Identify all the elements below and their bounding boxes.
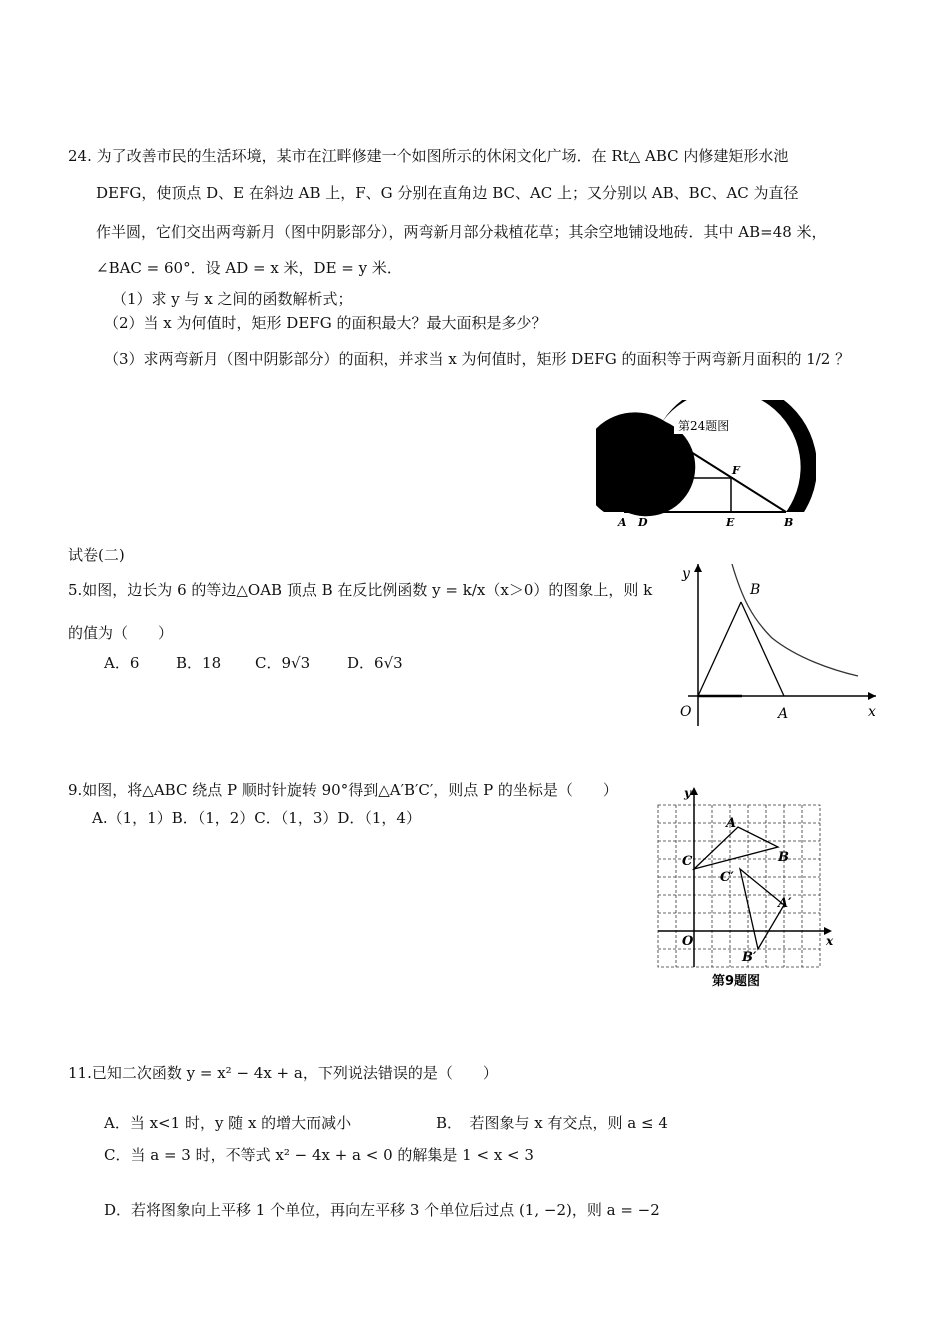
label-b: B [784,516,794,529]
q5-line2: 的值为（ ） [68,624,174,642]
q24-line4: ∠BAC = 60°．设 AD = x 米，DE = y 米． [96,259,402,277]
q11-option-a: A．当 x<1 时，y 随 x 的增大而减小 [104,1114,352,1132]
label-d: D [638,516,648,529]
label-b2-9: B′ [742,950,757,965]
label-o-9: O [682,934,694,949]
q24-line2: DEFG，使顶点 D、E 在斜边 AB 上，F、G 分别在直角边 BC、AC 上；又分别以 AB、BC、AC 为直径 [96,184,799,202]
label-y: y [682,566,690,582]
section-title: 试卷(二) [68,546,125,564]
q5-line1: 5.如图，边长为 6 的等边△OAB 顶点 B 在反比例函数 y = k/x（x＞0）的图象上，则 k [68,581,653,599]
label-a: A [618,516,627,529]
figure-9 [654,783,844,993]
label-a-5: A [778,706,789,722]
fig24-caption: 第24题图 [678,419,730,433]
q9-line1: 9.如图，将△ABC 绕点 P 顺时针旋转 90°得到△A′B′C′，则点 P 的坐标是（ ） [68,781,618,799]
label-f: F [732,464,740,477]
label-b-5: B [750,582,761,598]
q24-sub2: （2）当 x 为何值时，矩形 DEFG 的面积最大？最大面积是多少？ [104,314,547,332]
q5-option-d: D．6√3 [347,654,403,672]
label-g: G [634,466,644,479]
side-ob [698,602,741,696]
label-x: x [868,704,876,720]
label-e: E [726,516,735,529]
q11-option-b: B． 若图象与 x 有交点，则 a ≤ 4 [436,1114,668,1132]
figure-5 [672,558,882,730]
q11-option-c: C．当 a = 3 时，不等式 x² − 4x + a < 0 的解集是 1 < x < 3 [104,1146,534,1164]
side-ab-5 [741,602,784,696]
q9-options: A.（1，1）B．（1，2）C．（1，3）D．（1，4） [92,809,421,827]
fig9-caption: 第9题图 [712,974,761,989]
q24-sub3: （3）求两弯新月（图中阴影部分）的面积，并求当 x 为何值时，矩形 DEFG 的面积等于两弯新月面积的 1/2 ？ [104,350,851,368]
label-c-9: C [682,854,693,869]
hyperbola [732,564,858,676]
label-y-9: y [684,786,691,800]
q5-option-a: A．6 [104,654,140,672]
label-c2-9: C′ [720,870,734,885]
q5-option-c: C．9√3 [255,654,311,672]
label-a2-9: A′ [778,896,792,911]
triangle-abc [694,827,778,869]
label-o: O [680,704,692,720]
q24-line1: 24. 为了改善市民的生活环境，某市在江畔修建一个如图所示的休闲文化广场．在 Rt△ ABC 内修建矩形水池 [68,147,789,165]
q5-option-b: B．18 [176,654,222,672]
q24-line3: 作半圆，它们交出两弯新月（图中阴影部分），两弯新月部分栽植花草；其余空地铺设地砖．其中 AB=48 米， [96,223,827,241]
q24-sub1: （1）求 y 与 x 之间的函数解析式； [112,290,353,308]
label-x-9: x [826,934,834,948]
q11-stem: 11.已知二次函数 y = x² − 4x + a，下列说法错误的是（ ） [68,1064,498,1082]
q11-option-d: D．若将图象向上平移 1 个单位，再向左平移 3 个单位后过点 (1, −2)，则 a = −2 [104,1201,660,1219]
label-b-9: B [778,850,789,865]
label-c: C [656,422,665,435]
label-a-9: A [726,816,737,831]
figure-24 [596,400,816,530]
